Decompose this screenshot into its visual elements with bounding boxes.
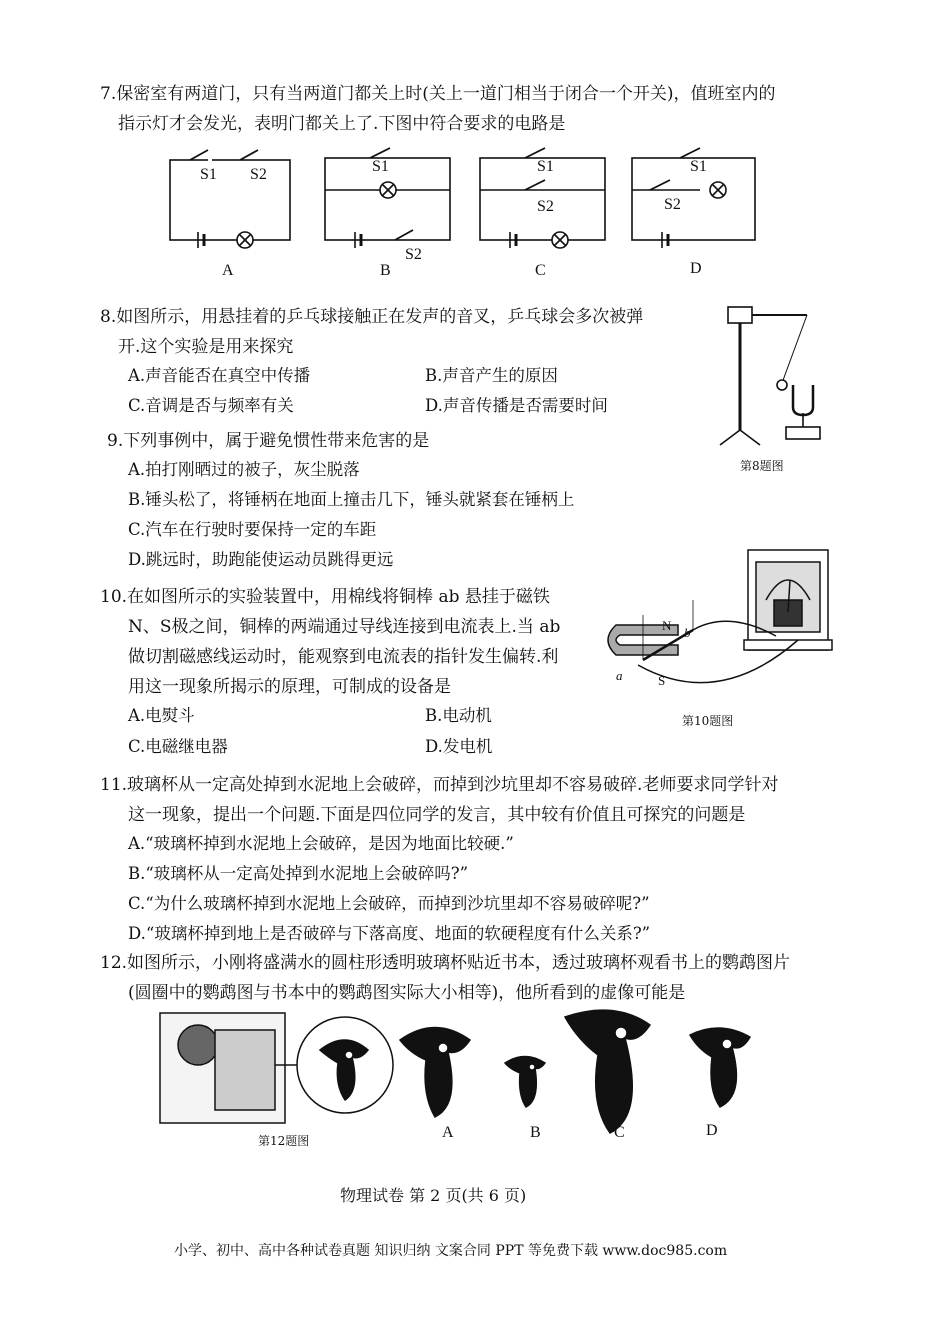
q8-option-b: B.声音产生的原因	[425, 366, 558, 385]
q12-option-c: C	[614, 1124, 625, 1141]
q10-option-c: C.电磁继电器	[128, 737, 228, 756]
q12-caption: 第12题图	[258, 1134, 310, 1148]
q10-caption: 第10题图	[682, 714, 734, 728]
q9-option-a: A.拍打刚晒过的被子，灰尘脱落	[128, 460, 360, 479]
q11-option-b: B.“玻璃杯从一定高处掉到水泥地上会破碎吗?”	[128, 864, 469, 883]
q10-galvanometer-figure	[598, 540, 838, 710]
q8-option-d: D.声音传播是否需要时间	[425, 396, 608, 415]
q10-line2: N、S极之间，铜棒的两端通过导线连接到电流表上.当 ab	[128, 617, 561, 637]
circuit-a	[170, 150, 290, 248]
q10-line4: 用这一现象所揭示的原理，可制成的设备是	[128, 677, 451, 697]
q7-line2: 指示灯才会发光，表明门都关上了.下图中符合要求的电路是	[118, 114, 566, 134]
page-number: 物理试卷 第 2 页(共 6 页)	[340, 1186, 527, 1205]
q8-line2: 开.这个实验是用来探究	[118, 337, 294, 357]
q8-tuning-fork-figure	[712, 295, 832, 445]
q7-option-b: B	[380, 262, 391, 279]
q10-label-a: a	[616, 668, 623, 683]
q7-d-s1-label: S1	[690, 158, 707, 175]
q10-label-s: S	[658, 673, 666, 688]
q8-option-a: A.声音能否在真空中传播	[128, 366, 311, 385]
q10-option-b: B.电动机	[425, 706, 492, 725]
q11-option-a: A.“玻璃杯掉到水泥地上会破碎，是因为地面比较硬.”	[128, 834, 514, 853]
q11-line1: 11.玻璃杯从一定高处掉到水泥地上会破碎，而掉到沙坑里却不容易破碎.老师要求同学针对	[100, 775, 779, 795]
q7-option-d: D	[690, 260, 702, 277]
q10-line1: 10.在如图所示的实验装置中，用棉线将铜棒 ab 悬挂于磁铁	[100, 587, 550, 607]
q7-a-s2-label: S2	[250, 166, 267, 183]
q7-c-s1-label: S1	[537, 158, 554, 175]
footer-ad: 小学、初中、高中各种试卷真题 知识归纳 文案合同 PPT 等免费下载 www.doc985.com	[174, 1243, 728, 1259]
q10-line3: 做切割磁感线运动时，能观察到电流表的指针发生偏转.利	[128, 647, 559, 667]
q12-option-a: A	[442, 1124, 454, 1141]
q12-parrot-figure	[160, 1005, 780, 1135]
q8-option-c: C.音调是否与频率有关	[128, 396, 294, 415]
q7-b-s2-label: S2	[405, 246, 422, 263]
q12-option-b: B	[530, 1124, 541, 1141]
q11-option-d: D.“玻璃杯掉到地上是否破碎与下落高度、地面的软硬程度有什么关系?”	[128, 924, 651, 943]
q7-option-c: C	[535, 262, 546, 279]
q10-label-n: N	[662, 618, 672, 633]
q7-circuit-diagrams	[0, 140, 950, 290]
q11-option-c: C.“为什么玻璃杯掉到水泥地上会破碎，而掉到沙坑里却不容易破碎呢?”	[128, 894, 650, 913]
q8-line1: 8.如图所示，用悬挂着的乒乓球接触正在发声的音叉，乒乓球会多次被弹	[100, 307, 644, 327]
q7-d-s2-label: S2	[664, 196, 681, 213]
q9-option-d: D.跳远时，助跑能使运动员跳得更远	[128, 550, 394, 569]
q9-option-c: C.汽车在行驶时要保持一定的车距	[128, 520, 377, 539]
q12-line1: 12.如图所示，小刚将盛满水的圆柱形透明玻璃杯贴近书本，透过玻璃杯观看书上的鹦鹉图片	[100, 953, 791, 973]
q11-line2: 这一现象，提出一个问题.下面是四位同学的发言，其中较有价值且可探究的问题是	[128, 805, 746, 825]
q9-option-b: B.锤头松了，将锤柄在地面上撞击几下，锤头就紧套在锤柄上	[128, 490, 575, 509]
q9-line1: 9.下列事例中，属于避免惯性带来危害的是	[107, 431, 430, 451]
q12-option-d: D	[706, 1122, 718, 1139]
q7-b-s1-label: S1	[372, 158, 389, 175]
q8-caption: 第8题图	[740, 459, 784, 473]
q7-c-s2-label: S2	[537, 198, 554, 215]
q10-option-d: D.发电机	[425, 737, 493, 756]
q10-label-b: b	[684, 625, 691, 640]
q7-option-a: A	[222, 262, 234, 279]
q7-a-s1-label: S1	[200, 166, 217, 183]
q10-option-a: A.电熨斗	[128, 706, 195, 725]
q7-line1: 7.保密室有两道门，只有当两道门都关上时(关上一道门相当于闭合一个开关)，值班室内的	[100, 84, 776, 104]
q12-line2: (圆圈中的鹦鹉图与书本中的鹦鹉图实际大小相等)，他所看到的虚像可能是	[128, 983, 686, 1003]
